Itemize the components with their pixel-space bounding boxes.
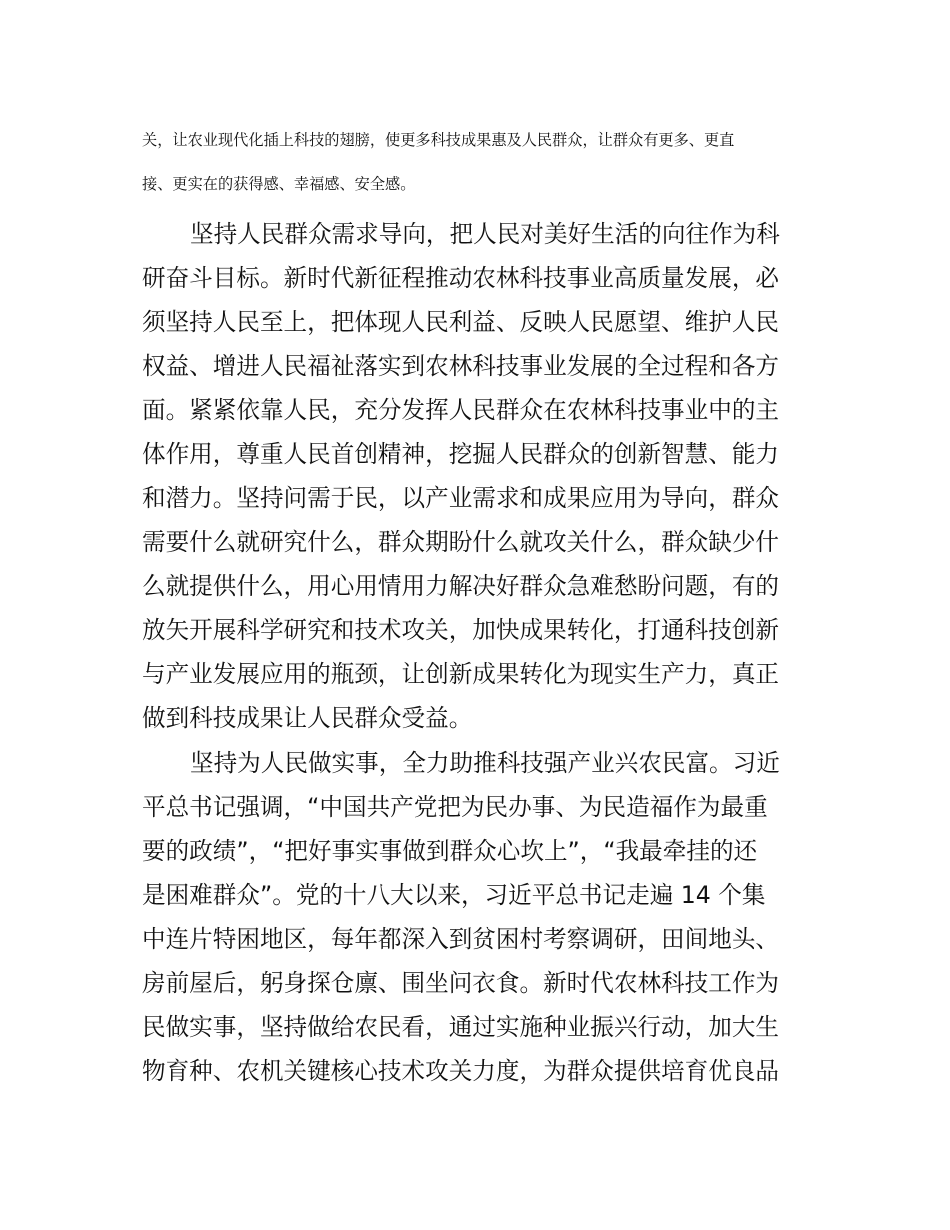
text-line: 体作用，尊重人民首创精神，挖掘人民群众的创新智慧、能力 [142,440,780,468]
text-line: 放矢开展科学研究和技术攻关，加快成果转化，打通科技创新 [142,616,780,644]
text-line: 须坚持人民至上，把体现人民利益、反映人民愿望、维护人民 [142,308,780,336]
text-line: 和潜力。坚持问需于民，以产业需求和成果应用为导向，群众 [142,484,780,512]
text-line: 关，让农业现代化插上科技的翅膀，使更多科技成果惠及人民群众，让群众有更多、更直 [142,131,735,149]
text-line: 是困难群众”。党的十八大以来，习近平总书记走遍 14 个集 [142,881,766,909]
text-line: 需要什么就研究什么，群众期盼什么就攻关什么，群众缺少什 [142,528,780,556]
text-line: 中连片特困地区，每年都深入到贫困村考察调研，田间地头、 [142,925,780,953]
text-line: 接、更实在的获得感、幸福感、安全感。 [142,175,416,193]
text-line: 坚持人民群众需求导向，把人民对美好生活的向往作为科 [190,220,780,248]
text-line: 与产业发展应用的瓶颈，让创新成果转化为现实生产力，真正 [142,660,780,688]
text-line: 权益、增进人民福祉落实到农林科技事业发展的全过程和各方 [142,352,780,380]
text-line: 做到科技成果让人民群众受益。 [142,704,473,732]
text-line: 民做实事，坚持做给农民看，通过实施种业振兴行动，加大生 [142,1013,780,1041]
text-line: 物育种、农机关键核心技术攻关力度，为群众提供培育优良品 [142,1057,780,1085]
text-line: 么就提供什么，用心用情用力解决好群众急难愁盼问题，有的 [142,572,780,600]
text-line: 坚持为人民做实事，全力助推科技强产业兴农民富。习近 [190,749,780,777]
text-line: 房前屋后，躬身探仓廪、围坐问衣食。新时代农林科技工作为 [142,969,780,997]
text-line: 要的政绩”，“把好事实事做到群众心坎上”，“我最牵挂的还 [142,837,758,865]
text-line: 面。紧紧依靠人民，充分发挥人民群众在农林科技事业中的主 [142,396,780,424]
text-line: 平总书记强调，“中国共产党把为民办事、为民造福作为最重 [142,793,768,821]
text-line: 研奋斗目标。新时代新征程推动农林科技事业高质量发展，必 [142,264,780,292]
